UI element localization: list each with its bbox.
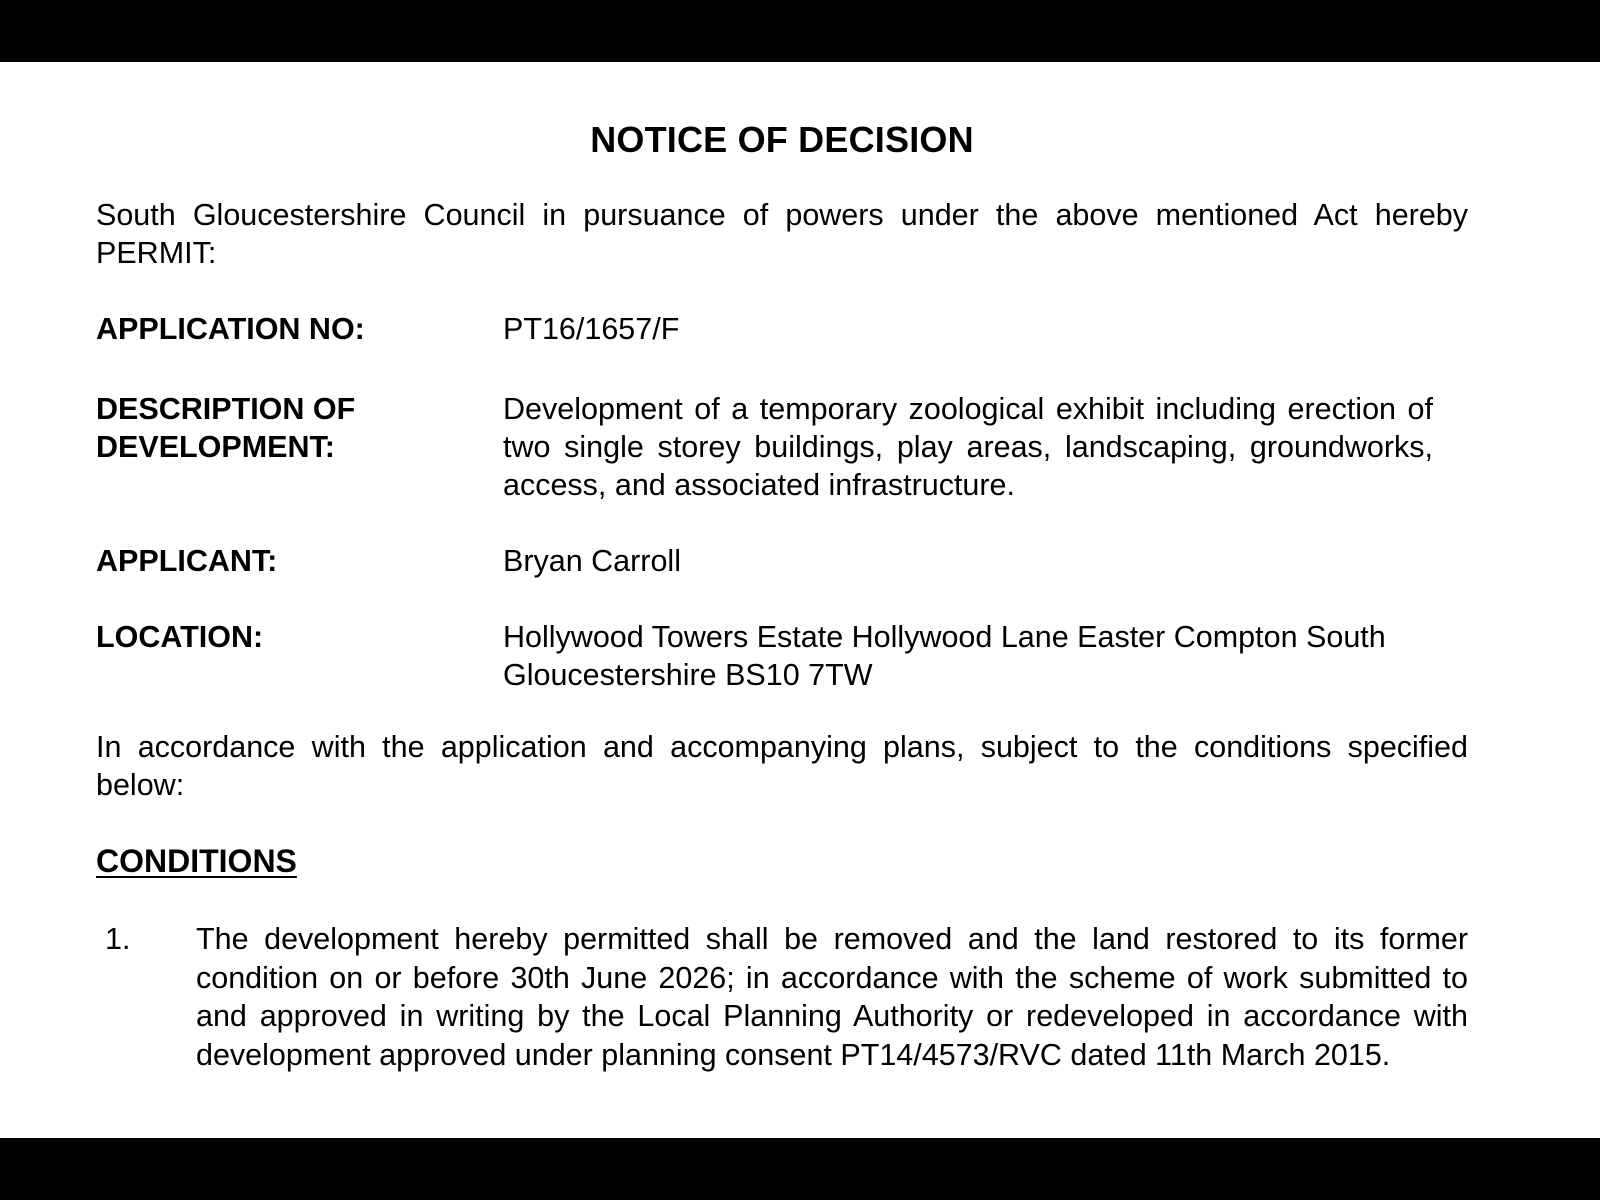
applicant-value: Bryan Carroll [503,544,681,578]
conditions-heading: CONDITIONS [96,843,297,879]
document-title: NOTICE OF DECISION [590,119,974,160]
description-value: Development of a temporary zoological exhibit including erection of two single storey buildings, play areas, landscaping, groundworks, access, and associated infrastructure. [503,392,1433,502]
outro-paragraph: In accordance with the application and accompanying plans, subject to the conditions specified below: [96,730,1468,802]
application-no-value: PT16/1657/F [503,312,680,346]
description-label: DESCRIPTION OF DEVELOPMENT: [96,392,356,464]
document-page [0,62,1600,1138]
condition-number: 1. [105,922,131,956]
bottom-black-bar [0,1138,1600,1200]
location-label: LOCATION: [96,620,264,654]
applicant-label: APPLICANT: [96,544,278,578]
intro-paragraph: South Gloucestershire Council in pursuance of powers under the above mentioned Act hereby PERMIT: [96,198,1468,270]
application-no-label: APPLICATION NO: [96,312,365,346]
location-value: Hollywood Towers Estate Hollywood Lane Easter Compton South Gloucestershire BS10 7TW [503,620,1386,692]
top-black-bar [0,0,1600,62]
condition-text: The development hereby permitted shall be removed and the land restored to its former condition on or before 30th June 2026; in accordance with the scheme of work submitted to and approved in writing by the Local Planning Authority or redeveloped in accordance with development approved under planning consent PT14/4573/RVC dated 11th March 2015. [196,922,1468,1072]
